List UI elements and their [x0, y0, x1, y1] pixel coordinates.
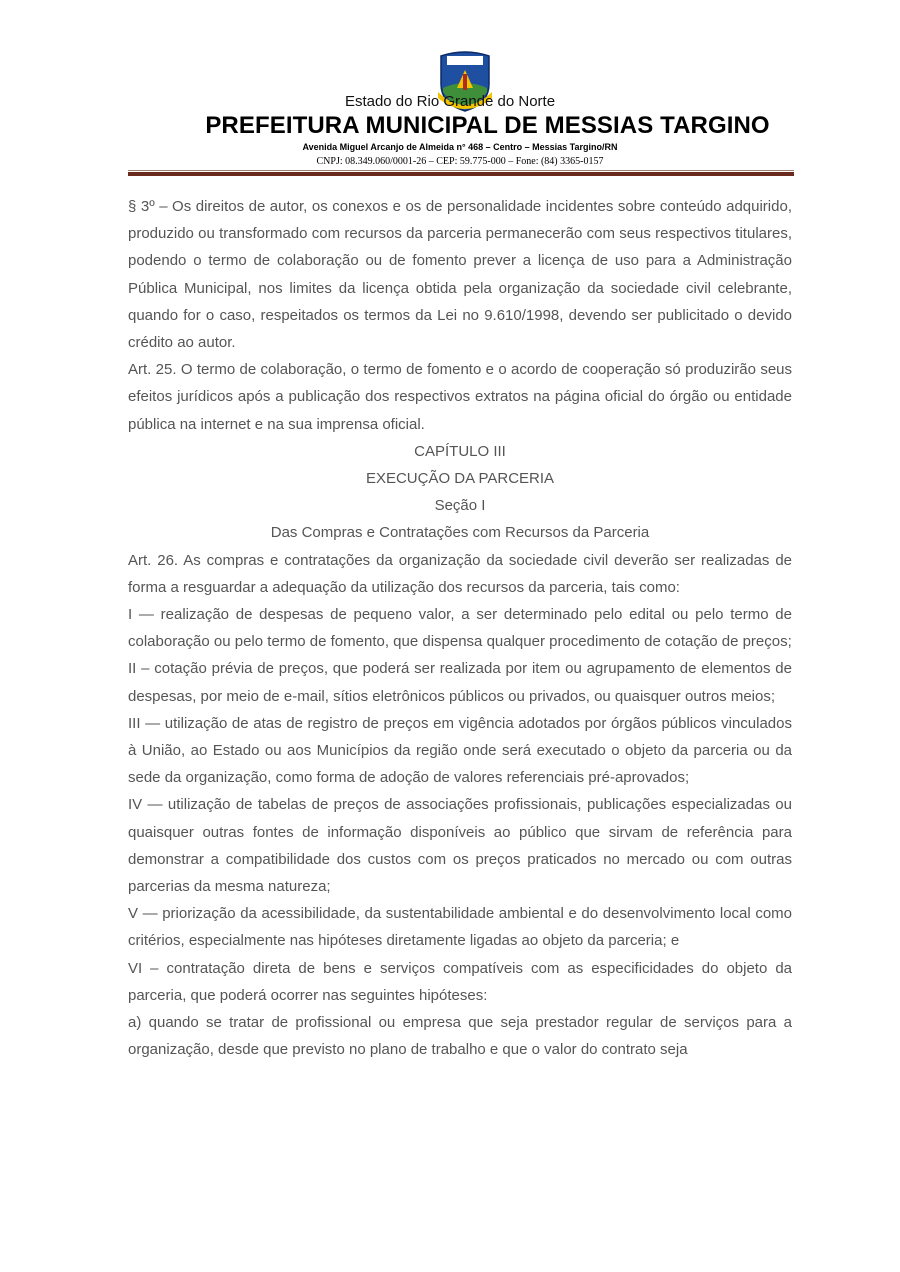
header-divider-thin	[128, 170, 794, 171]
chapter-heading: CAPÍTULO III	[414, 442, 506, 460]
item-i: I — realização de despesas de pequeno valor, a ser determinado pelo edital ou pelo termo de colaboração ou pelo termo de fomento, que dispensa qualquer procedimento de cotação de preços;	[128, 606, 792, 651]
section-heading: Seção I	[434, 497, 486, 515]
state-name: Estado do Rio Grande do Norte	[344, 93, 556, 110]
header-divider-thick	[128, 172, 794, 176]
item-a: a) quando se tratar de profissional ou empresa que seja prestador regular de serviços para a organização, desde que previsto no plano de trabalho e que o valor do contrato seja	[128, 1014, 792, 1059]
paragraph-art-25: Art. 25. O termo de colaboração, o termo de fomento e o acordo de cooperação só produzirão seus efeitos jurídicos após a publicação dos respectivos extratos na página oficial do órgão ou entidade pública na internet e na sua imprensa oficial.	[128, 361, 792, 433]
letterhead	[0, 0, 900, 180]
item-v: V — priorização da acessibilidade, da sustentabilidade ambiental e do desenvolvimento local como critérios, especialmente nas hipóteses diretamente ligadas ao objeto da parceria; e	[128, 905, 792, 950]
paragraph-art-26: Art. 26. As compras e contratações da organização da sociedade civil deverão ser realizadas de forma a resguardar a adequação da utilização dos recursos da parceria, tais como:	[128, 551, 792, 596]
item-vi: VI – contratação direta de bens e serviços compatíveis com as especificidades do objeto da parceria, que poderá ocorrer nas seguintes hipóteses:	[128, 959, 792, 1004]
document-body	[128, 193, 792, 1064]
item-iv: IV — utilização de tabelas de preços de associações profissionais, publicações especializadas ou quaisquer outras fontes de informação disponíveis ao público que sirvam de referência para demonstrar a compatibilidade dos custos com os preços praticados no mercado ou com outras parcerias da mesma natureza;	[128, 796, 792, 896]
cnpj-line: CNPJ: 08.349.060/0001-26 – CEP: 59.775-000 – Fone: (84) 3365-0157	[316, 156, 604, 167]
paragraph-copyright: § 3º – Os direitos de autor, os conexos e os de personalidade incidentes sobre conteúdo adquirido, produzido ou transformado com recursos da parceria permanecerão com seus respectivos titulares, podendo o termo de colaboração ou de fomento prever a licença de uso para a Administração Pública Municipal, nos limites da licença obtida pela organização da sociedade civil celebrante, quando for o caso, respeitados os termos da Lei no 9.610/1998, devendo ser publicitado o devido crédito ao autor.	[128, 198, 792, 352]
item-ii: II – cotação prévia de preços, que poderá ser realizada por item ou agrupamento de elementos de despesas, por meio de e-mail, sítios eletrônicos públicos ou privados, ou quaisquer outros meios;	[128, 660, 792, 705]
address-line: Avenida Miguel Arcanjo de Almeida n° 468 – Centro – Messias Targino/RN	[302, 142, 618, 152]
section-title: Das Compras e Contratações com Recursos da Parceria	[270, 524, 650, 542]
chapter-title: EXECUÇÃO DA PARCERIA	[365, 470, 555, 488]
prefeitura-title: PREFEITURA MUNICIPAL DE MESSIAS TARGINO	[205, 112, 770, 139]
item-iii: III — utilização de atas de registro de preços em vigência adotados por órgãos públicos vinculados à União, ao Estado ou aos Municípios da região onde será executado o objeto da parceria ou da sede da organização, como forma de adoção de valores referenciais pré-aprovados;	[128, 714, 792, 787]
